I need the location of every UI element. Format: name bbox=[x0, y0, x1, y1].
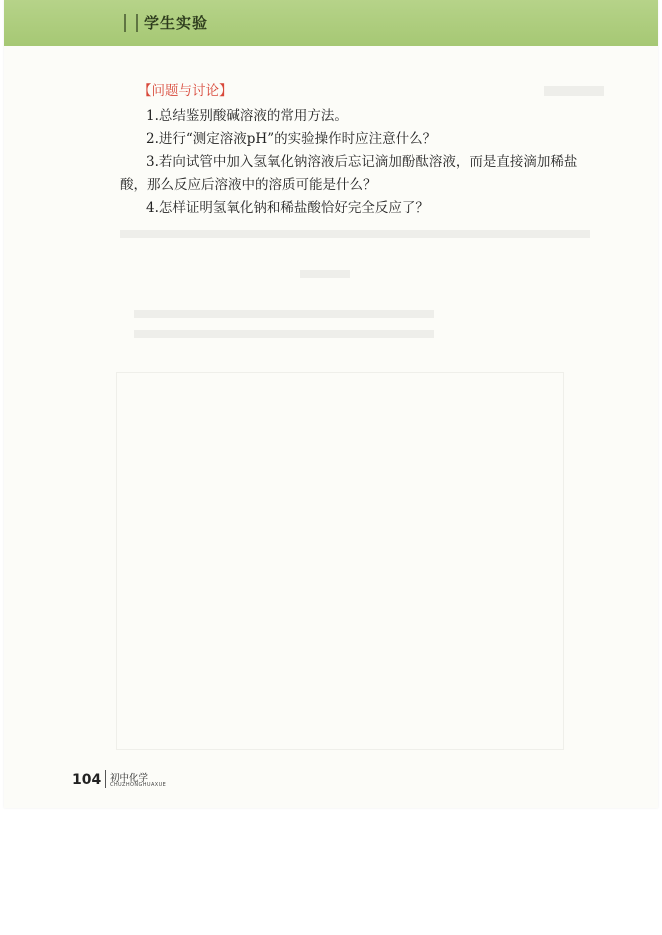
header-title: 学生实验 bbox=[144, 14, 209, 32]
book-title-pinyin: CHUZHONGHUAXUE bbox=[110, 782, 167, 788]
question-4: 4.怎样证明氢氧化钠和稀盐酸恰好完全反应了？ bbox=[146, 200, 429, 216]
header-band bbox=[4, 0, 658, 46]
bleed-through-text bbox=[134, 330, 434, 338]
page-number: 104 bbox=[72, 772, 102, 788]
question-3: 3.若向试管中加入氢氧化钠溶液后忘记滴加酚酞溶液，而是直接滴加稀盐酸，那么反应后溶液中的溶质可能是什么？ bbox=[120, 154, 578, 193]
scanned-page bbox=[4, 0, 658, 808]
book-title: 初中化学 bbox=[110, 773, 149, 784]
discussion-section bbox=[120, 80, 600, 220]
bleed-through-text bbox=[300, 270, 350, 278]
header-stripes-decoration bbox=[124, 14, 138, 32]
bleed-through-table bbox=[116, 372, 564, 750]
bleed-through-text bbox=[120, 230, 590, 238]
section-heading: 【问题与讨论】 bbox=[138, 83, 233, 99]
footer-divider bbox=[105, 770, 106, 788]
question-1: 1.总结鉴别酸碱溶液的常用方法。 bbox=[146, 108, 348, 124]
bleed-through-text bbox=[134, 310, 434, 318]
question-2: 2.进行“测定溶液pH”的实验操作时应注意什么？ bbox=[146, 131, 437, 147]
